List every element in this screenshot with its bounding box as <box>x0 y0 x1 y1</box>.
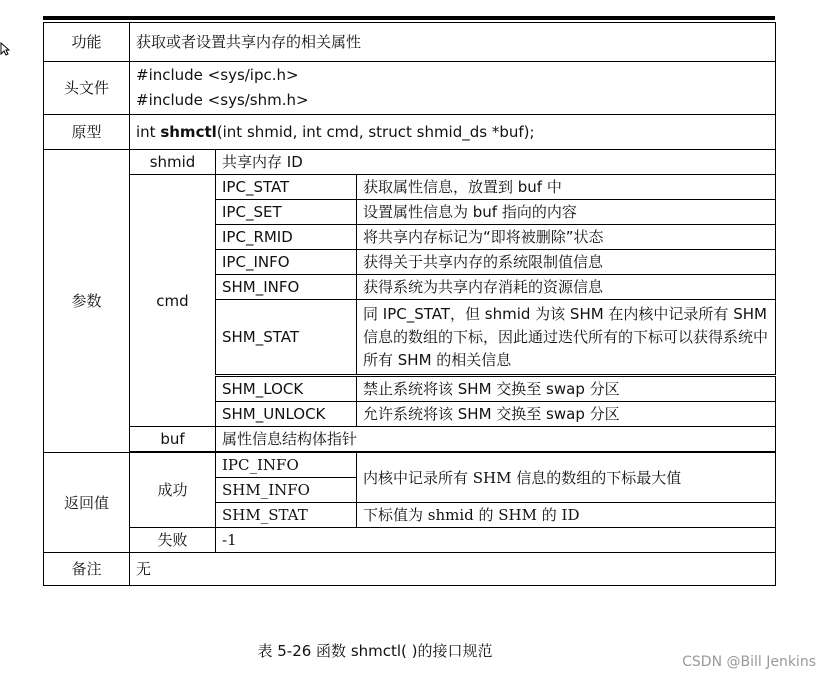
prototype-args: (int shmid, int cmd, struct shmid_ds *buf); <box>216 123 535 141</box>
params-label: 参数 <box>44 150 130 453</box>
watermark: CSDN @Bill Jenkins <box>682 654 816 670</box>
table-row <box>44 175 776 200</box>
buf-label: buf <box>130 427 216 452</box>
prototype-function-name: shmctl <box>160 123 217 141</box>
table-caption: 表 5-26 函数 shmctl( )的接口规范 <box>257 642 493 660</box>
table-row-header <box>44 62 776 115</box>
header-file-value <box>130 62 776 115</box>
cmd-desc: 获得关于共享内存的系统限制值信息 <box>357 250 776 275</box>
header-file-line-2: #include <sys/shm.h> <box>136 91 309 109</box>
prototype-label: 原型 <box>44 115 130 150</box>
cmd-name: SHM_STAT <box>216 300 357 376</box>
table-row-return-fail <box>44 528 776 553</box>
fail-value: -1 <box>216 528 776 553</box>
success-name: SHM_STAT <box>216 503 357 528</box>
cmd-name: IPC_INFO <box>216 250 357 275</box>
cmd-name: SHM_LOCK <box>216 376 357 402</box>
cmd-name: IPC_STAT <box>216 175 357 200</box>
cmd-desc: 设置属性信息为 buf 指向的内容 <box>357 200 776 225</box>
buf-desc: 属性信息结构体指针 <box>216 427 776 452</box>
shmid-desc: 共享内存 ID <box>216 150 776 175</box>
table-row-note <box>44 553 776 586</box>
cmd-desc: 获得系统为共享内存消耗的资源信息 <box>357 275 776 300</box>
success-desc: 内核中记录所有 SHM 信息的数组的下标最大值 <box>357 453 776 503</box>
fail-label: 失败 <box>130 528 216 553</box>
function-value: 获取或者设置共享内存的相关属性 <box>130 23 776 62</box>
cmd-label: cmd <box>130 175 216 427</box>
table-row-buf <box>44 427 776 452</box>
mouse-cursor-icon <box>0 42 10 56</box>
shmid-label: shmid <box>130 150 216 175</box>
success-name: SHM_INFO <box>216 478 357 503</box>
note-value: 无 <box>130 553 776 586</box>
header-file-label: 头文件 <box>44 62 130 115</box>
cmd-desc: 禁止系统将该 SHM 交换至 swap 分区 <box>357 376 776 402</box>
success-label: 成功 <box>130 453 216 528</box>
table-row-shmid <box>44 150 776 175</box>
cmd-desc: 允许系统将该 SHM 交换至 swap 分区 <box>357 402 776 427</box>
table-row-function <box>44 23 776 62</box>
note-label: 备注 <box>44 553 130 586</box>
cmd-desc: 获取属性信息，放置到 buf 中 <box>357 175 776 200</box>
success-desc: 下标值为 shmid 的 SHM 的 ID <box>357 503 776 528</box>
table-row-prototype <box>44 115 776 150</box>
cmd-name: SHM_INFO <box>216 275 357 300</box>
prototype-value <box>130 115 776 150</box>
success-name: IPC_INFO <box>216 453 357 478</box>
function-label: 功能 <box>44 23 130 62</box>
cmd-desc: 将共享内存标记为“即将被删除”状态 <box>357 225 776 250</box>
top-rule <box>43 16 775 20</box>
cmd-name: IPC_SET <box>216 200 357 225</box>
prototype-prefix: int <box>136 123 161 141</box>
cmd-name: IPC_RMID <box>216 225 357 250</box>
return-label: 返回值 <box>44 453 130 553</box>
header-file-line-1: #include <sys/ipc.h> <box>136 66 299 84</box>
cmd-name: SHM_UNLOCK <box>216 402 357 427</box>
table-row-return-success-1 <box>44 453 776 478</box>
cmd-desc: 同 IPC_STAT，但 shmid 为该 SHM 在内核中记录所有 SHM 信息的数组的下标，因此通过迭代所有的下标可以获得系统中所有 SHM 的相关信息 <box>357 300 776 376</box>
interface-spec-table <box>43 22 776 586</box>
